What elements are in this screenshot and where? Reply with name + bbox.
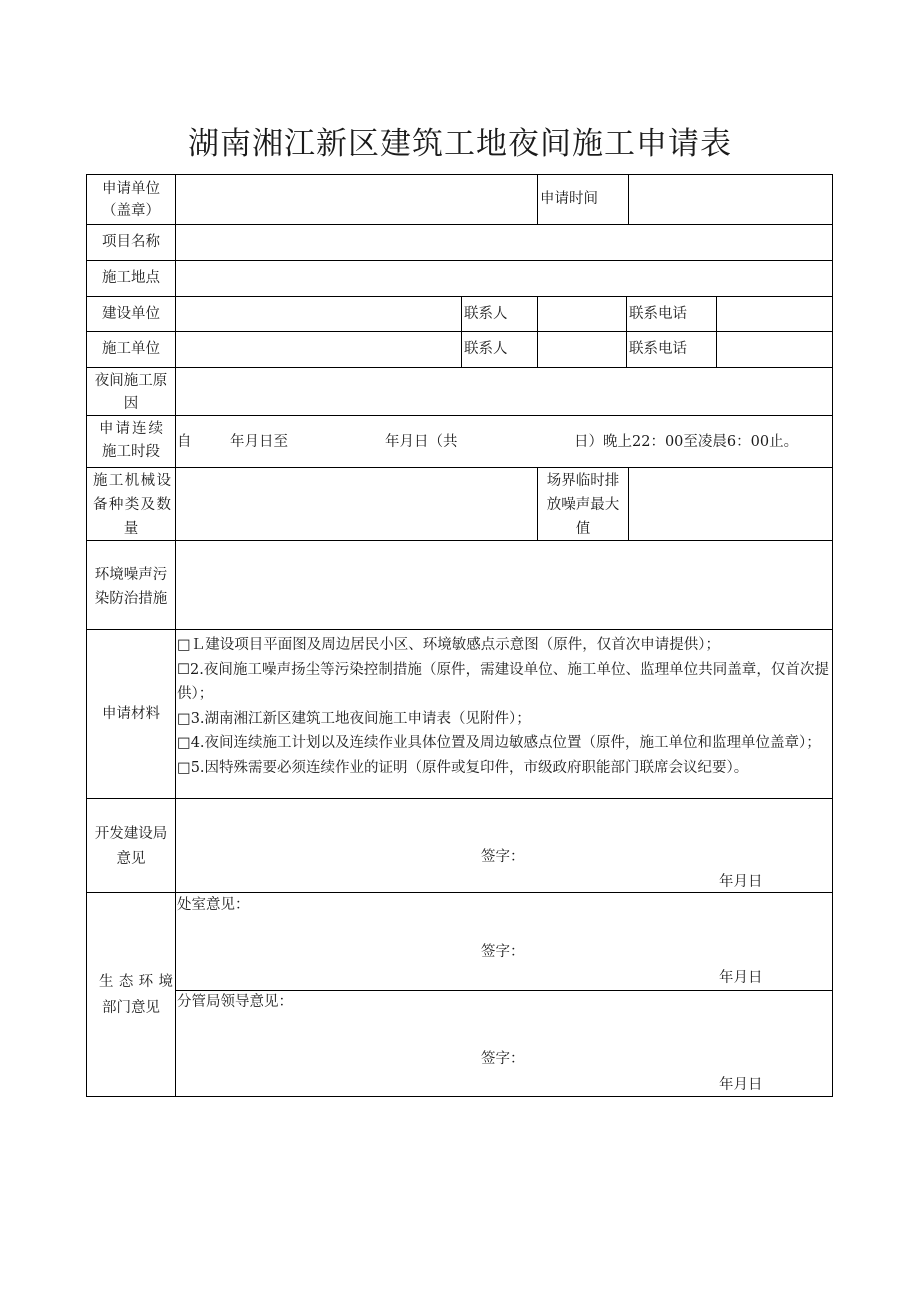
row-divider xyxy=(86,296,833,297)
column-divider xyxy=(175,174,176,1097)
label-env-measures-cont: 染防治措施 xyxy=(94,591,168,607)
column-divider xyxy=(628,467,629,540)
label-noise-max-cont: 放噪声最大 xyxy=(546,497,620,513)
label-builder-phone: 联系电话 xyxy=(629,306,687,322)
label-env-measures: 环境噪声污 xyxy=(94,567,168,583)
label-noise-max: 场界临时排 xyxy=(546,473,620,489)
row-divider xyxy=(86,367,833,368)
label-night-reason-cont: 因 xyxy=(123,396,139,412)
row-divider xyxy=(86,540,833,541)
column-divider xyxy=(461,296,462,367)
office-date: 年月日 xyxy=(719,970,763,986)
material-item-4: □4.夜间连续施工计划以及连续作业具体位置及周边敏感点位置（原件，施工单位和监理单位盖章）； xyxy=(177,735,821,751)
row-divider xyxy=(86,224,833,225)
column-divider xyxy=(537,296,538,367)
label-site: 施工地点 xyxy=(102,270,160,286)
leader-signature: 签字： xyxy=(481,1051,525,1067)
material-item-5: □5.因特殊需要必须连续作业的证明（原件或复印件，市级政府职能部门联席会议纪要）。 xyxy=(177,759,749,776)
column-divider xyxy=(537,174,538,224)
period-start-date: 年月日至 xyxy=(230,434,288,450)
label-noise-max-end: 值 xyxy=(575,521,591,537)
period-hours: 日）晚上22：00至凌晨6：00止。 xyxy=(574,434,799,450)
leader-opinion-label: 分管局领导意见： xyxy=(177,994,293,1010)
column-divider xyxy=(716,296,717,367)
label-apply-time: 申请时间 xyxy=(540,191,598,207)
period-end-date: 年月日（共 xyxy=(385,434,458,450)
label-night-reason: 夜间施工原 xyxy=(94,373,168,389)
row-divider xyxy=(86,467,833,468)
materials-list xyxy=(177,633,829,797)
dev-bureau-date: 年月日 xyxy=(719,874,763,890)
leader-date: 年月日 xyxy=(719,1077,763,1093)
label-machinery: 施工机械设 xyxy=(93,473,171,489)
material-item-3: □3.湖南湘江新区建筑工地夜间施工申请表（见附件）； xyxy=(177,710,531,727)
column-divider xyxy=(626,296,627,367)
label-builder-contact: 联系人 xyxy=(464,306,508,322)
row-divider xyxy=(86,629,833,630)
label-period: 申请连续 xyxy=(99,421,163,437)
label-builder: 建设单位 xyxy=(102,306,160,322)
label-applicant: 申请单位 xyxy=(102,181,160,197)
column-divider xyxy=(628,174,629,224)
label-eco-dept-cont: 部门意见 xyxy=(102,1000,160,1016)
row-divider xyxy=(86,260,833,261)
label-period-cont: 施工时段 xyxy=(102,444,160,460)
label-dev-bureau: 开发建设局 xyxy=(94,826,168,842)
label-applicant-seal: （盖章） xyxy=(102,203,160,219)
material-item-2: ☐2.夜间施工噪声扬尘等污染控制措施（原件，需建设单位、施工单位、监理单位共同盖章，仅首次提供）； xyxy=(177,661,829,702)
period-from: 自 xyxy=(177,434,192,450)
material-item-1: □Ｌ建设项目平面图及周边居民小区、环境敏感点示意图（原件，仅首次申请提供）； xyxy=(177,637,720,653)
label-machinery-end: 量 xyxy=(123,521,139,537)
office-opinion-label: 处室意见： xyxy=(177,897,250,913)
label-constructor-contact: 联系人 xyxy=(464,341,508,357)
label-dev-bureau-cont: 意见 xyxy=(116,851,146,867)
row-divider xyxy=(86,331,833,332)
column-divider xyxy=(537,467,538,540)
label-machinery-cont: 备种类及数 xyxy=(93,497,171,513)
label-materials: 申请材料 xyxy=(102,706,160,722)
label-constructor-phone: 联系电话 xyxy=(629,341,687,357)
label-eco-dept: 生态环境 xyxy=(99,974,173,990)
label-constructor: 施工单位 xyxy=(102,341,160,357)
row-divider xyxy=(86,415,833,416)
label-project-name: 项目名称 xyxy=(102,234,160,250)
office-signature: 签字： xyxy=(481,944,525,960)
dev-bureau-signature: 签字： xyxy=(481,849,525,865)
page-title: 湖南湘江新区建筑工地夜间施工申请表 xyxy=(188,126,732,162)
row-divider xyxy=(86,798,833,799)
